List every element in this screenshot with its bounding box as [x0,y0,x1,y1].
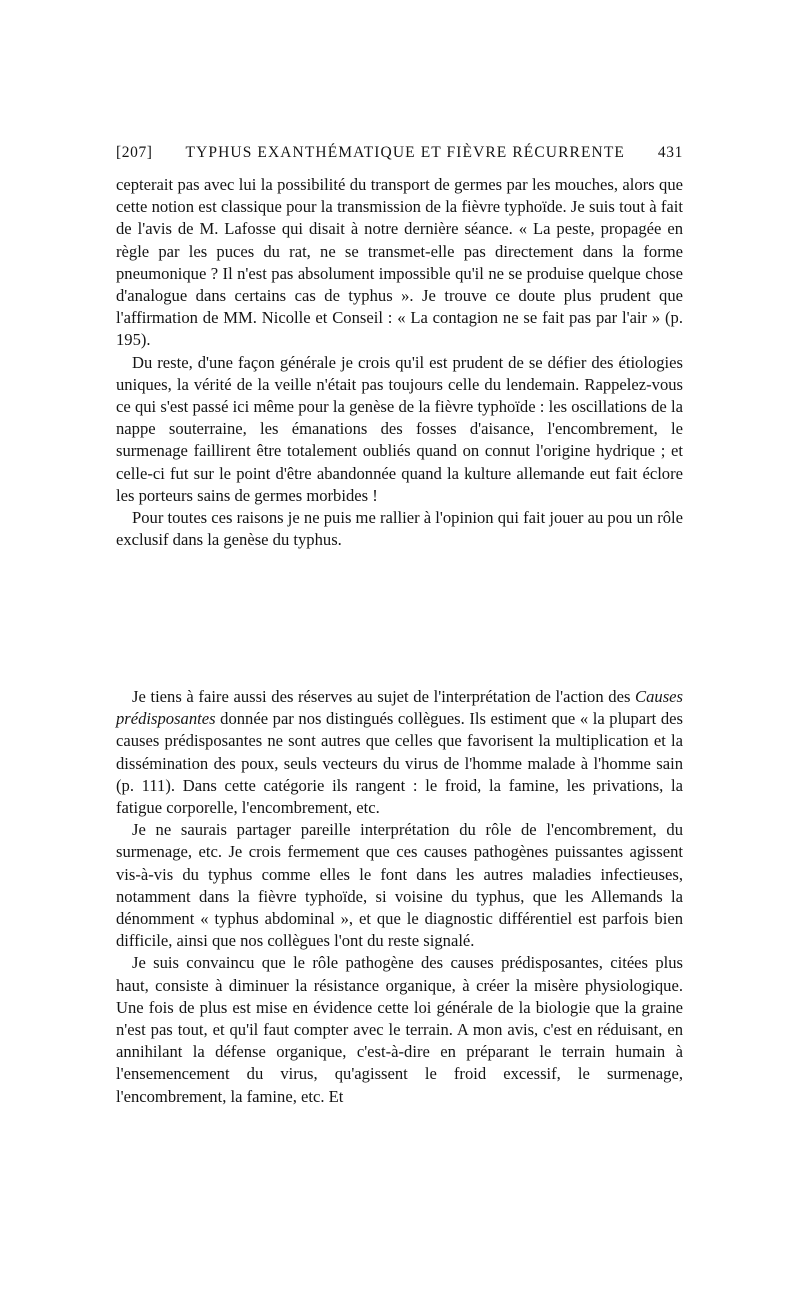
paragraph-4-end: donnée par nos distingués collègues. Ils estiment que « la plupart des causes prédisposantes ne sont autres que celles que favorisent la multiplication et la dissémination des poux, seuls vecteurs du virus de l'homme malade à l'homme sain (p. 111). Dans cette catégorie ils rangent : le froid, la famine, les privations, la fatigue corporelle, l'encombrement, etc. [116,709,683,818]
paragraph-5: Je ne saurais partager pareille interprétation du rôle de l'encombrement, du surmenage, etc. Je crois fermement que ces causes pathogènes puissantes agissent vis-à-vis du typhus comme elles le font dans les autres maladies infectieuses, notamment dans la fièvre typhoïde, si voisine du typhus, que les Allemands la dénomment « typhus abdominal », et que le diagnostic différentiel est parfois bien difficile, ainsi que nos collègues l'ont du reste signalé. [116,820,683,951]
section-separator [116,661,683,686]
paragraph-4 [116,686,683,819]
page-number: 431 [657,144,683,161]
document-page [116,144,683,1108]
running-header [116,144,683,162]
paragraph-4-start: Je tiens à faire aussi des réserves au sujet de l'interprétation de l'action des [132,687,636,706]
paragraph-2: Du reste, d'une façon générale je crois qu'il est prudent de se défier des étiologies uniques, la vérité de la veille n'était pas toujours celle du lendemain. Rappelez-vous ce qui s'est passé ici même pour la genèse de la fièvre typhoïde : les oscillations de la nappe souterraine, les émanations des fosses d'aisance, l'encombrement, le surmenage faillirent être totalement oubliés quand on connut l'origine hydrique ; et celle-ci fut sur le point d'être abandonnée quand la kulture allemande eut fait éclore les porteurs sains de germes morbides ! [116,352,683,505]
paragraph-6: Je suis convaincu que le rôle pathogène des causes prédisposantes, citées plus haut, consiste à diminuer la résistance organique, à créer la misère physiologique. Une fois de plus est mise en évidence cette loi générale de la biologie que la graine n'est pas tout, et qu'il faut compter avec le terrain. A mon avis, c'est en réduisant, en annihilant la défense organique, c'est-à-dire en préparant le terrain humain à l'ensemencement du virus, qu'agissent le froid excessif, le surmenage, l'encombrement, la famine, etc. Et [116,953,683,1106]
text-block-2 [116,686,683,1108]
running-title: TYPHUS EXANTHÉMATIQUE ET FIÈVRE RÉCURRENTE [185,144,625,161]
text-block-1 [116,174,683,661]
section-reference: [207] [116,144,153,161]
paragraph-3: Pour toutes ces raisons je ne puis me rallier à l'opinion qui fait jouer au pou un rôle exclusif dans la genèse du typhus. [116,508,683,550]
paragraph-1: cepterait pas avec lui la possibilité du transport de germes par les mouches, alors que cette notion est classique pour la transmission de la fièvre typhoïde. Je suis tout à fait de l'avis de M. Lafosse qui disait à notre dernière séance. « La peste, propagée en règle par les puces du rat, ne se transmet-elle pas directement dans la forme pneumonique ? Il n'est pas absolument impossible qu'il ne se produise quelque chose d'analogue dans certains cas de typhus ». Je trouve ce doute plus prudent que l'affirmation de MM. Nicolle et Conseil : « La contagion ne se fait pas par l'air » (p. 195). [116,175,683,350]
italic-term-causes-predisposantes: Causes prédisposantes [116,687,683,729]
